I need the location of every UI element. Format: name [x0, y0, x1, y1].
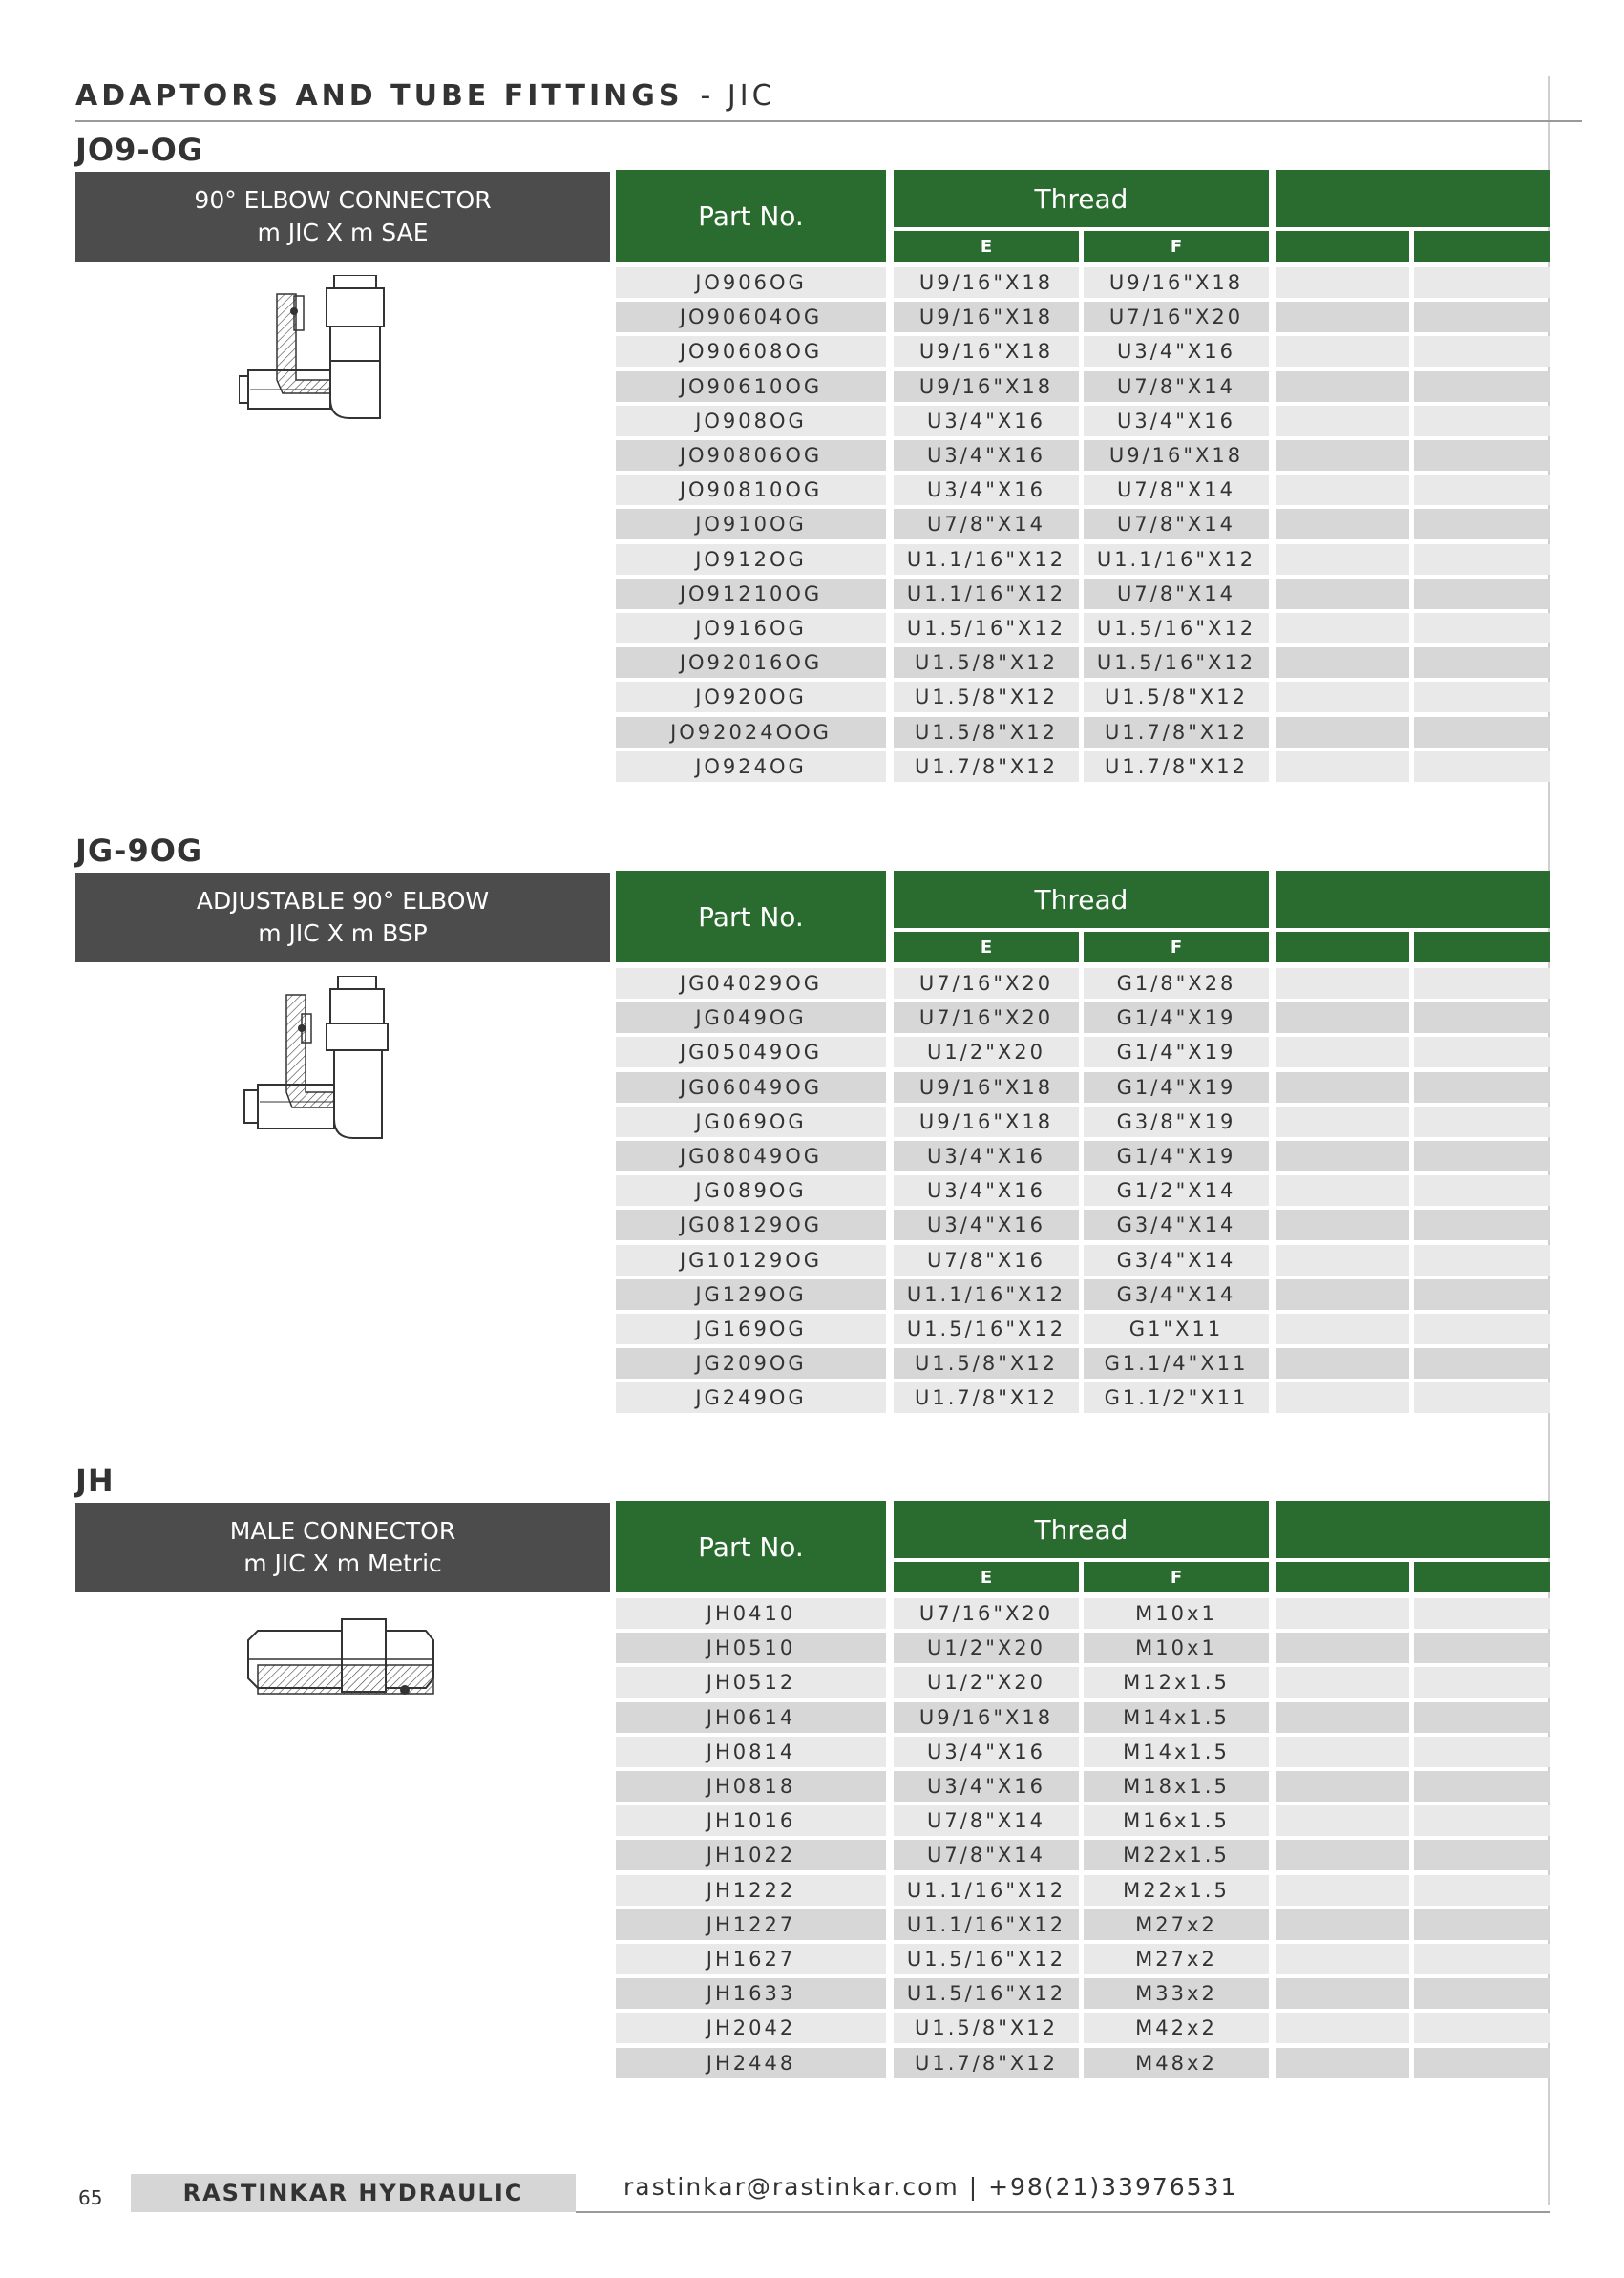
product-description [75, 1503, 610, 1592]
blank-cell [1414, 1141, 1550, 1171]
blank-cell [1276, 613, 1409, 643]
thread-e-cell: U1.7/8"X12 [894, 751, 1079, 782]
blank-cell [1414, 475, 1550, 505]
table-row [616, 579, 1550, 609]
blank-cell [1276, 968, 1409, 999]
blank-cell [1414, 1348, 1550, 1379]
blank-cell [1414, 1245, 1550, 1276]
table-row [616, 968, 1550, 999]
thread-e-cell: U1.5/16"X12 [894, 1314, 1079, 1344]
blank-cell [1414, 579, 1550, 609]
blank-cell [1276, 1805, 1409, 1836]
thread-e-cell: U9/16"X18 [894, 371, 1079, 402]
part-number-cell: JO906OG [616, 267, 886, 298]
part-number-cell: JH0410 [616, 1598, 886, 1629]
blank-cell [1414, 1175, 1550, 1206]
part-number-cell: JH1627 [616, 1944, 886, 1974]
page-title-sub: - JIC [700, 79, 776, 113]
part-number-cell: JO91210OG [616, 579, 886, 609]
thread-e-cell: U3/4"X16 [894, 406, 1079, 436]
blank-cell [1276, 1382, 1409, 1413]
part-number-cell: JG209OG [616, 1348, 886, 1379]
table-row [616, 1598, 1550, 1629]
part-number-cell: JG249OG [616, 1382, 886, 1413]
thread-e-cell: U1.1/16"X12 [894, 1909, 1079, 1940]
thread-f-cell: G1/4"X19 [1084, 1072, 1269, 1103]
part-number-cell: JH1222 [616, 1875, 886, 1906]
thread-e-header: E [894, 1562, 1079, 1592]
blank-header [1276, 871, 1550, 928]
blank-cell [1276, 2013, 1409, 2043]
part-number-cell: JH0614 [616, 1702, 886, 1733]
thread-e-cell: U7/8"X14 [894, 1840, 1079, 1870]
thread-f-cell: M10x1 [1084, 1633, 1269, 1663]
thread-f-cell: G3/4"X14 [1084, 1245, 1269, 1276]
part-number-cell: JH1022 [616, 1840, 886, 1870]
thread-f-cell: G1/4"X19 [1084, 1002, 1269, 1033]
thread-header: Thread [894, 170, 1269, 227]
blank-cell [1276, 1314, 1409, 1344]
thread-f-cell: M12x1.5 [1084, 1667, 1269, 1698]
description-line-2: m JIC X m BSP [258, 919, 428, 947]
thread-e-cell: U3/4"X16 [894, 1771, 1079, 1802]
table-row [616, 1633, 1550, 1663]
table-row [616, 440, 1550, 471]
thread-f-cell: M33x2 [1084, 1978, 1269, 2009]
part-number-cell: JH2042 [616, 2013, 886, 2043]
thread-e-cell: U1.5/16"X12 [894, 1978, 1079, 2009]
thread-f-cell: U1.5/16"X12 [1084, 613, 1269, 643]
thread-e-cell: U9/16"X18 [894, 1107, 1079, 1137]
table-row [616, 613, 1550, 643]
thread-f-cell: G3/4"X14 [1084, 1210, 1269, 1240]
blank-cell [1414, 682, 1550, 712]
part-number-cell: JG10129OG [616, 1245, 886, 1276]
thread-f-cell: G1"X11 [1084, 1314, 1269, 1344]
thread-e-cell: U7/16"X20 [894, 968, 1079, 999]
thread-e-cell: U1.7/8"X12 [894, 2048, 1079, 2078]
blank-cell [1276, 1072, 1409, 1103]
part-number-cell: JO916OG [616, 613, 886, 643]
description-line-1: 90° ELBOW CONNECTOR [194, 186, 492, 214]
blank-cell [1414, 302, 1550, 332]
blank-cell [1414, 1279, 1550, 1310]
table-row [616, 2013, 1550, 2043]
thread-f-cell: M14x1.5 [1084, 1737, 1269, 1767]
thread-e-cell: U3/4"X16 [894, 440, 1079, 471]
table-row [616, 1314, 1550, 1344]
part-number-cell: JO920OG [616, 682, 886, 712]
blank-cell [1414, 440, 1550, 471]
part-number-cell: JO90604OG [616, 302, 886, 332]
part-number-cell: JG069OG [616, 1107, 886, 1137]
table-row [616, 267, 1550, 298]
table-row [616, 1909, 1550, 1940]
thread-f-cell: U9/16"X18 [1084, 440, 1269, 471]
thread-e-cell: U1/2"X20 [894, 1037, 1079, 1067]
blank-cell [1276, 267, 1409, 298]
part-number-cell: JH1016 [616, 1805, 886, 1836]
part-number-cell: JO90806OG [616, 440, 886, 471]
thread-f-cell: U7/8"X14 [1084, 509, 1269, 539]
thread-f-cell: M48x2 [1084, 2048, 1269, 2078]
table-row [616, 1771, 1550, 1802]
blank-cell [1276, 440, 1409, 471]
blank-cell [1414, 1737, 1550, 1767]
blank-cell [1414, 2013, 1550, 2043]
part-number-cell: JO90810OG [616, 475, 886, 505]
blank-header [1276, 170, 1550, 227]
table-row [616, 1805, 1550, 1836]
part-number-cell: JG129OG [616, 1279, 886, 1310]
thread-e-cell: U1.5/8"X12 [894, 682, 1079, 712]
page-title-main: ADAPTORS AND TUBE FITTINGS [75, 79, 684, 113]
blank-cell [1276, 1210, 1409, 1240]
blank-cell [1414, 544, 1550, 575]
part-number-cell: JG089OG [616, 1175, 886, 1206]
part-number-cell: JG049OG [616, 1002, 886, 1033]
blank-cell [1414, 1633, 1550, 1663]
table-row [616, 1002, 1550, 1033]
thread-header: Thread [894, 1501, 1269, 1558]
description-line-2: m JIC X m Metric [243, 1550, 442, 1577]
thread-f-header: F [1084, 1562, 1269, 1592]
thread-e-cell: U3/4"X16 [894, 475, 1079, 505]
thread-f-cell: U7/8"X14 [1084, 371, 1269, 402]
blank-cell [1276, 1909, 1409, 1940]
blank-cell [1414, 1875, 1550, 1906]
section-code: JH [75, 1463, 115, 1499]
thread-e-cell: U1.1/16"X12 [894, 1875, 1079, 1906]
thread-f-cell: G3/8"X19 [1084, 1107, 1269, 1137]
blank-cell [1414, 1598, 1550, 1629]
blank-cell [1414, 1002, 1550, 1033]
table-row [616, 475, 1550, 505]
blank-cell [1414, 1840, 1550, 1870]
blank-cell [1276, 302, 1409, 332]
blank-cell [1414, 1210, 1550, 1240]
table-row [616, 1348, 1550, 1379]
part-number-cell: JH0510 [616, 1633, 886, 1663]
thread-e-cell: U7/8"X14 [894, 509, 1079, 539]
thread-e-cell: U1.5/8"X12 [894, 717, 1079, 748]
thread-f-cell: G1/8"X28 [1084, 968, 1269, 999]
part-number-cell: JO908OG [616, 406, 886, 436]
thread-e-cell: U3/4"X16 [894, 1175, 1079, 1206]
thread-e-cell: U1.5/8"X12 [894, 647, 1079, 678]
part-number-cell: JO90610OG [616, 371, 886, 402]
part-number-cell: JG08049OG [616, 1141, 886, 1171]
thread-f-cell: U3/4"X16 [1084, 336, 1269, 367]
thread-f-cell: M10x1 [1084, 1598, 1269, 1629]
thread-e-cell: U3/4"X16 [894, 1141, 1079, 1171]
thread-f-header: F [1084, 231, 1269, 262]
thread-e-cell: U1.1/16"X12 [894, 579, 1079, 609]
thread-header: Thread [894, 871, 1269, 928]
thread-f-cell: M18x1.5 [1084, 1771, 1269, 1802]
table-row [616, 1210, 1550, 1240]
blank-cell [1414, 613, 1550, 643]
thread-f-cell: M16x1.5 [1084, 1805, 1269, 1836]
blank-cell [1276, 1944, 1409, 1974]
blank-subheader [1276, 231, 1409, 262]
blank-cell [1276, 717, 1409, 748]
elbow-connector-drawing [239, 275, 449, 447]
blank-cell [1414, 647, 1550, 678]
table-row [616, 2048, 1550, 2078]
thread-e-cell: U7/16"X20 [894, 1002, 1079, 1033]
thread-e-cell: U3/4"X16 [894, 1737, 1079, 1767]
blank-cell [1276, 1771, 1409, 1802]
blank-cell [1276, 371, 1409, 402]
product-description [75, 873, 610, 962]
table-row [616, 1875, 1550, 1906]
blank-cell [1414, 1978, 1550, 2009]
blank-cell [1414, 1771, 1550, 1802]
blank-subheader [1414, 1562, 1550, 1592]
blank-subheader [1276, 932, 1409, 962]
blank-cell [1414, 1805, 1550, 1836]
blank-cell [1276, 544, 1409, 575]
blank-cell [1414, 1382, 1550, 1413]
blank-cell [1414, 1667, 1550, 1698]
adjustable-elbow-drawing [239, 976, 449, 1167]
table-row [616, 717, 1550, 748]
blank-cell [1276, 1667, 1409, 1698]
thread-e-cell: U1.5/16"X12 [894, 1944, 1079, 1974]
table-row [616, 1944, 1550, 1974]
blank-cell [1276, 1702, 1409, 1733]
thread-e-cell: U3/4"X16 [894, 1210, 1079, 1240]
thread-e-cell: U1.7/8"X12 [894, 1382, 1079, 1413]
table-row [616, 1245, 1550, 1276]
thread-f-cell: U1.5/16"X12 [1084, 647, 1269, 678]
blank-cell [1276, 1037, 1409, 1067]
thread-f-cell: G3/4"X14 [1084, 1279, 1269, 1310]
blank-cell [1414, 2048, 1550, 2078]
blank-cell [1276, 1875, 1409, 1906]
table-row [616, 1175, 1550, 1206]
thread-f-cell: U1.1/16"X12 [1084, 544, 1269, 575]
blank-cell [1276, 509, 1409, 539]
thread-f-cell: U7/16"X20 [1084, 302, 1269, 332]
part-number-cell: JG04029OG [616, 968, 886, 999]
thread-f-cell: M27x2 [1084, 1944, 1269, 1974]
blank-subheader [1414, 932, 1550, 962]
table-row [616, 544, 1550, 575]
thread-f-cell: G1.1/4"X11 [1084, 1348, 1269, 1379]
thread-f-cell: U1.7/8"X12 [1084, 751, 1269, 782]
thread-e-cell: U7/16"X20 [894, 1598, 1079, 1629]
table-row [616, 336, 1550, 367]
thread-e-cell: U9/16"X18 [894, 302, 1079, 332]
table-row [616, 682, 1550, 712]
table-row [616, 509, 1550, 539]
blank-cell [1414, 717, 1550, 748]
part-number-cell: JG06049OG [616, 1072, 886, 1103]
blank-cell [1276, 1633, 1409, 1663]
blank-cell [1414, 1107, 1550, 1137]
blank-cell [1414, 1072, 1550, 1103]
blank-cell [1276, 1141, 1409, 1171]
table-row [616, 1737, 1550, 1767]
blank-cell [1276, 406, 1409, 436]
thread-f-cell: U7/8"X14 [1084, 579, 1269, 609]
table-row [616, 1702, 1550, 1733]
blank-cell [1414, 751, 1550, 782]
thread-f-cell: M14x1.5 [1084, 1702, 1269, 1733]
part-number-cell: JO910OG [616, 509, 886, 539]
thread-e-cell: U1.5/8"X12 [894, 2013, 1079, 2043]
blank-cell [1414, 509, 1550, 539]
section-code: JO9-OG [75, 132, 204, 168]
part-number-cell: JO90608OG [616, 336, 886, 367]
part-number-cell: JG05049OG [616, 1037, 886, 1067]
blank-cell [1276, 579, 1409, 609]
thread-e-cell: U9/16"X18 [894, 1072, 1079, 1103]
blank-cell [1276, 1107, 1409, 1137]
blank-cell [1276, 682, 1409, 712]
description-line-1: ADJUSTABLE 90° ELBOW [196, 887, 490, 915]
thread-f-cell: U1.5/8"X12 [1084, 682, 1269, 712]
thread-e-cell: U7/8"X14 [894, 1805, 1079, 1836]
blank-cell [1276, 1002, 1409, 1033]
part-number-cell: JH1633 [616, 1978, 886, 2009]
part-number-cell: JH0818 [616, 1771, 886, 1802]
table-row [616, 1037, 1550, 1067]
brand-name: RASTINKAR HYDRAULIC [131, 2174, 576, 2212]
part-number-cell: JG08129OG [616, 1210, 886, 1240]
part-number-cell: JH0814 [616, 1737, 886, 1767]
table-row [616, 751, 1550, 782]
blank-cell [1276, 1598, 1409, 1629]
thread-e-cell: U9/16"X18 [894, 336, 1079, 367]
blank-cell [1276, 1737, 1409, 1767]
table-row [616, 371, 1550, 402]
male-connector-drawing [239, 1612, 449, 1745]
thread-f-cell: U9/16"X18 [1084, 267, 1269, 298]
table-row [616, 1072, 1550, 1103]
thread-f-cell: M22x1.5 [1084, 1875, 1269, 1906]
thread-e-cell: U1.5/16"X12 [894, 613, 1079, 643]
thread-e-cell: U1/2"X20 [894, 1633, 1079, 1663]
blank-cell [1414, 1909, 1550, 1940]
contact-info: rastinkar@rastinkar.com | +98(21)33976531 [623, 2173, 1238, 2201]
part-no-header: Part No. [616, 1501, 886, 1592]
table-row [616, 406, 1550, 436]
blank-cell [1276, 1175, 1409, 1206]
thread-e-header: E [894, 932, 1079, 962]
description-line-2: m JIC X m SAE [257, 219, 429, 246]
blank-cell [1276, 336, 1409, 367]
blank-cell [1276, 1348, 1409, 1379]
blank-cell [1414, 1944, 1550, 1974]
section-code: JG-9OG [75, 833, 203, 869]
thread-f-cell: U1.7/8"X12 [1084, 717, 1269, 748]
thread-e-cell: U1.5/8"X12 [894, 1348, 1079, 1379]
thread-f-cell: G1/4"X19 [1084, 1037, 1269, 1067]
blank-subheader [1414, 231, 1550, 262]
part-number-cell: JG169OG [616, 1314, 886, 1344]
blank-cell [1276, 1978, 1409, 2009]
blank-cell [1414, 1314, 1550, 1344]
thread-e-cell: U1.1/16"X12 [894, 1279, 1079, 1310]
thread-e-cell: U7/8"X16 [894, 1245, 1079, 1276]
thread-e-header: E [894, 231, 1079, 262]
blank-cell [1414, 371, 1550, 402]
thread-f-cell: M42x2 [1084, 2013, 1269, 2043]
blank-cell [1276, 1279, 1409, 1310]
table-row [616, 302, 1550, 332]
blank-subheader [1276, 1562, 1409, 1592]
part-number-cell: JO92016OG [616, 647, 886, 678]
blank-cell [1414, 1037, 1550, 1067]
thread-f-cell: G1/4"X19 [1084, 1141, 1269, 1171]
thread-f-cell: M27x2 [1084, 1909, 1269, 1940]
blank-cell [1276, 751, 1409, 782]
part-number-cell: JO92024OOG [616, 717, 886, 748]
table-row [616, 647, 1550, 678]
thread-e-cell: U1.1/16"X12 [894, 544, 1079, 575]
blank-cell [1276, 647, 1409, 678]
thread-f-cell: G1.1/2"X11 [1084, 1382, 1269, 1413]
product-description [75, 172, 610, 262]
description-line-1: MALE CONNECTOR [229, 1517, 456, 1545]
table-row [616, 1840, 1550, 1870]
thread-f-cell: U3/4"X16 [1084, 406, 1269, 436]
blank-cell [1276, 1840, 1409, 1870]
part-number-cell: JO924OG [616, 751, 886, 782]
part-number-cell: JO912OG [616, 544, 886, 575]
blank-cell [1414, 406, 1550, 436]
part-no-header: Part No. [616, 871, 886, 962]
page-title [75, 79, 776, 113]
table-row [616, 1141, 1550, 1171]
page-number: 65 [78, 2186, 103, 2209]
thread-f-header: F [1084, 932, 1269, 962]
part-number-cell: JH1227 [616, 1909, 886, 1940]
part-number-cell: JH2448 [616, 2048, 886, 2078]
blank-header [1276, 1501, 1550, 1558]
footer-divider [576, 2211, 1550, 2213]
thread-f-cell: G1/2"X14 [1084, 1175, 1269, 1206]
thread-e-cell: U9/16"X18 [894, 267, 1079, 298]
title-divider [75, 120, 1582, 122]
thread-e-cell: U1/2"X20 [894, 1667, 1079, 1698]
blank-cell [1414, 1702, 1550, 1733]
table-row [616, 1382, 1550, 1413]
blank-cell [1276, 475, 1409, 505]
table-row [616, 1978, 1550, 2009]
blank-cell [1276, 1245, 1409, 1276]
blank-cell [1276, 2048, 1409, 2078]
table-row [616, 1107, 1550, 1137]
part-number-cell: JH0512 [616, 1667, 886, 1698]
blank-cell [1414, 968, 1550, 999]
thread-e-cell: U9/16"X18 [894, 1702, 1079, 1733]
thread-f-cell: U7/8"X14 [1084, 475, 1269, 505]
part-no-header: Part No. [616, 170, 886, 262]
table-row [616, 1279, 1550, 1310]
table-row [616, 1667, 1550, 1698]
thread-f-cell: M22x1.5 [1084, 1840, 1269, 1870]
blank-cell [1414, 267, 1550, 298]
blank-cell [1414, 336, 1550, 367]
